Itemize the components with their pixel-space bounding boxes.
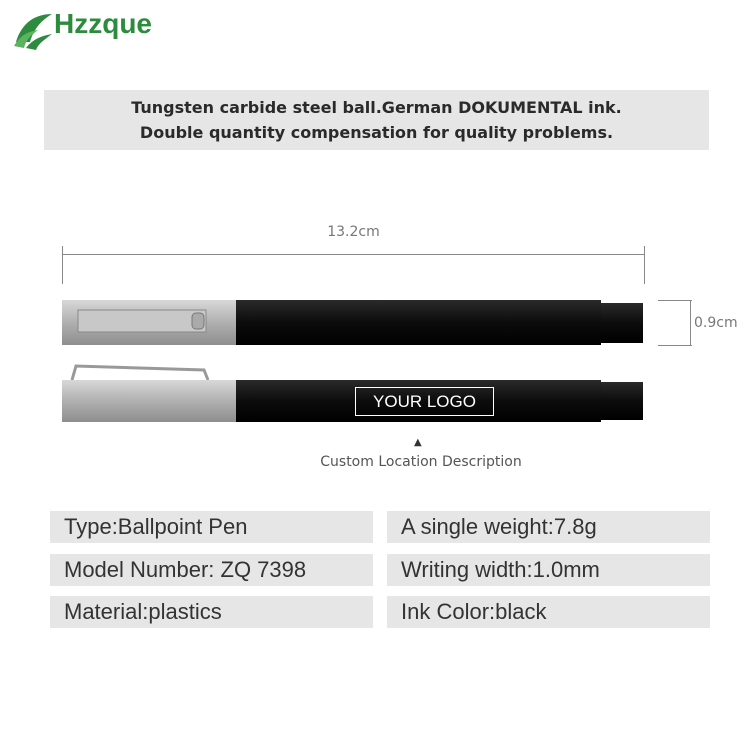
spec-ink-color: Ink Color:black	[387, 596, 710, 628]
diameter-dimension-line	[690, 300, 691, 346]
diameter-tick-top	[658, 300, 692, 301]
length-tick-left	[62, 246, 63, 284]
banner-line-2: Double quantity compensation for quality problems.	[139, 123, 614, 142]
triangle-marker-icon: ▲	[414, 437, 422, 448]
pen-side-view	[62, 300, 646, 346]
pen-front-view	[62, 362, 646, 422]
banner-line-1: Tungsten carbide steel ball.German DOKUMENTAL ink.	[131, 98, 622, 117]
spec-model: Model Number: ZQ 7398	[50, 554, 373, 586]
spec-material: Material:plastics	[50, 596, 373, 628]
feature-banner	[44, 90, 709, 150]
diameter-label: 0.9cm	[694, 315, 738, 331]
spec-writing-width: Writing width:1.0mm	[387, 554, 710, 586]
pen-body	[236, 300, 601, 345]
diameter-tick-bottom	[658, 345, 692, 346]
length-dimension-line	[62, 254, 645, 255]
leaf-logo-icon	[12, 8, 56, 52]
brand-name: Hzzque	[54, 8, 152, 39]
spec-type: Type:Ballpoint Pen	[50, 511, 373, 543]
pen-clip	[78, 310, 206, 332]
pen-cap	[62, 380, 238, 422]
custom-location-description: Custom Location Description	[320, 454, 522, 470]
pen-tip	[601, 382, 643, 420]
pen-tip	[601, 303, 643, 343]
brand-logo	[12, 6, 172, 54]
spec-weight: A single weight:7.8g	[387, 511, 710, 543]
length-label: 13.2cm	[327, 224, 380, 240]
logo-print-area: YOUR LOGO	[355, 387, 494, 416]
length-tick-right	[644, 246, 645, 284]
pen-clip-wire	[72, 366, 208, 380]
